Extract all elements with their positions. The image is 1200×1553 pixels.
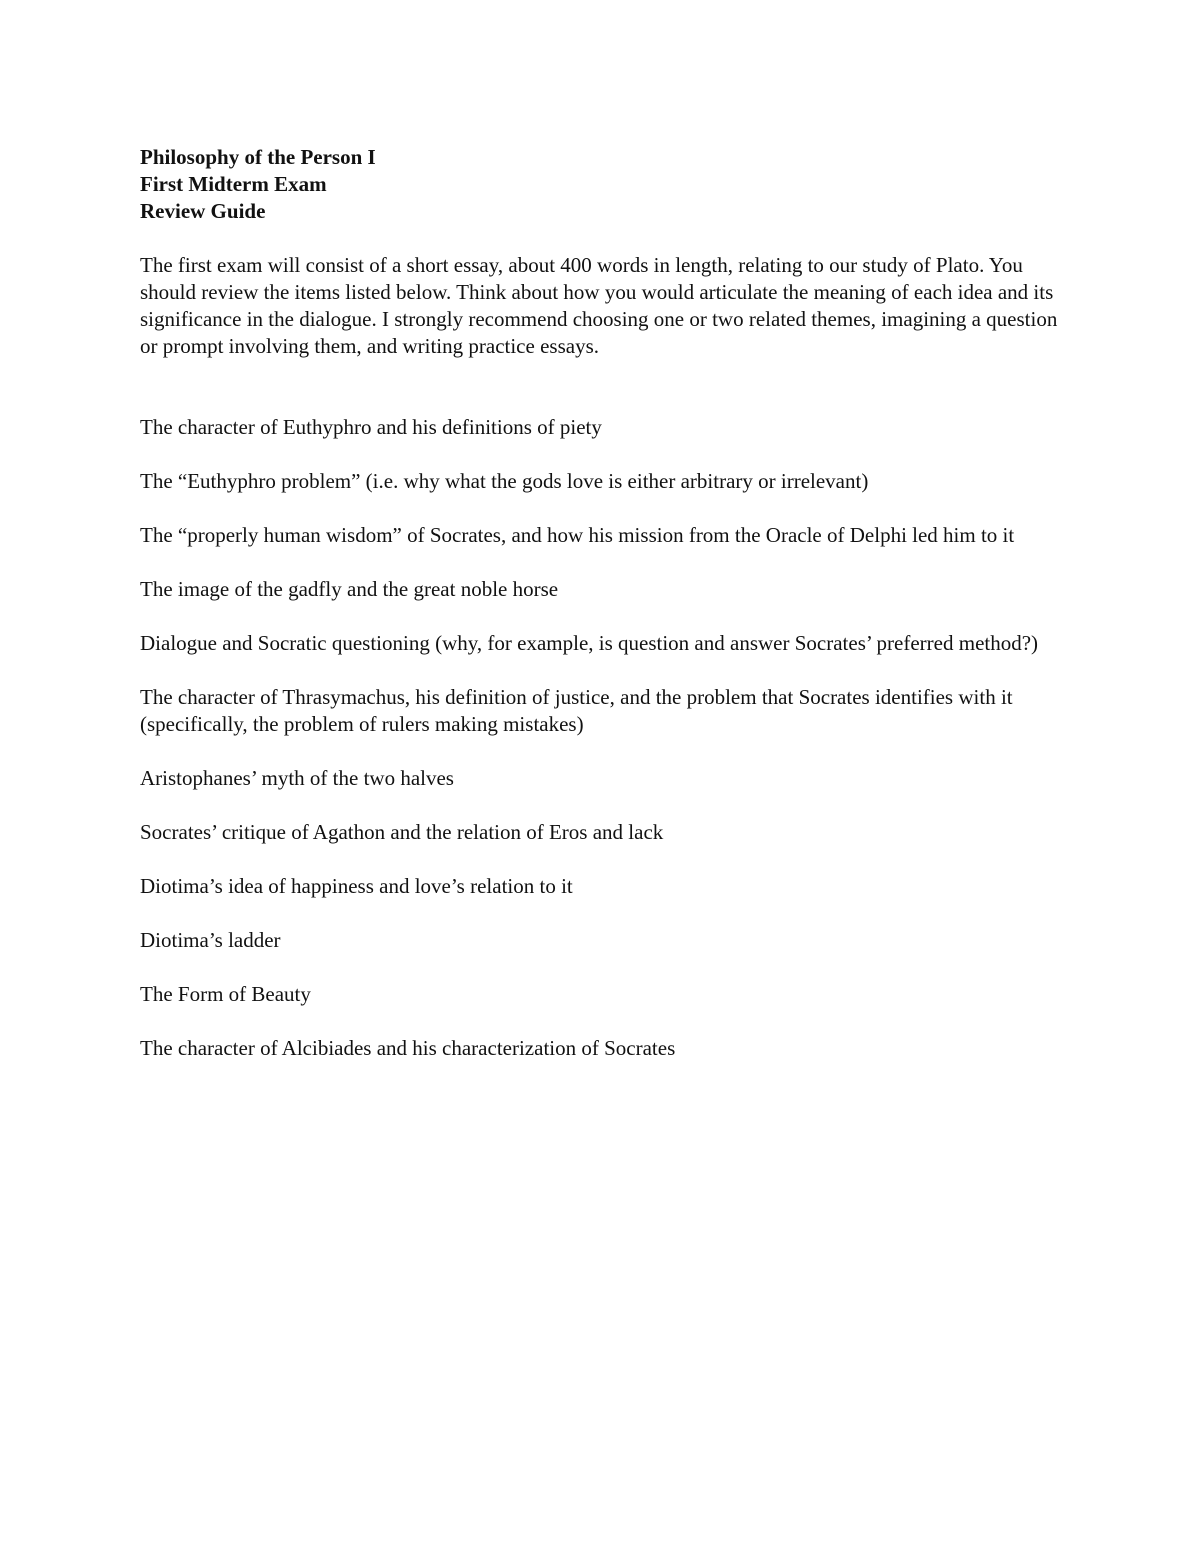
- document-body: [140, 144, 1070, 1089]
- course-title: Philosophy of the Person I: [140, 145, 376, 169]
- review-topic: The “Euthyphro problem” (i.e. why what the gods love is either arbitrary or irrelevant): [140, 469, 869, 493]
- review-topic: Diotima’s idea of happiness and love’s relation to it: [140, 874, 573, 898]
- review-topic: Socrates’ critique of Agathon and the relation of Eros and lack: [140, 820, 664, 844]
- review-topic: Diotima’s ladder: [140, 928, 281, 952]
- guide-title: Review Guide: [140, 199, 266, 223]
- review-topic: The character of Thrasymachus, his definition of justice, and the problem that Socrates identifies with it (specifically, the problem of rulers making mistakes): [140, 685, 1013, 736]
- review-topic: The Form of Beauty: [140, 982, 311, 1006]
- review-topic: The character of Alcibiades and his characterization of Socrates: [140, 1036, 676, 1060]
- exam-title: First Midterm Exam: [140, 172, 327, 196]
- intro-paragraph: The first exam will consist of a short essay, about 400 words in length, relating to our study of Plato. You should review the items listed below. Think about how you would articulate the meaning of each idea and its significance in the dialogue. I strongly recommend choosing one or two related themes, imagining a question or prompt involving them, and writing practice essays.: [140, 253, 1058, 358]
- review-topic-list: [140, 414, 1070, 1062]
- review-topic: The “properly human wisdom” of Socrates, and how his mission from the Oracle of Delphi led him to it: [140, 523, 1015, 547]
- review-topic: The image of the gadfly and the great noble horse: [140, 577, 559, 601]
- review-topic: Aristophanes’ myth of the two halves: [140, 766, 454, 790]
- review-topic: Dialogue and Socratic questioning (why, for example, is question and answer Socrates’ preferred method?): [140, 631, 1039, 655]
- review-topic: The character of Euthyphro and his definitions of piety: [140, 415, 602, 439]
- document-heading: [140, 144, 1070, 225]
